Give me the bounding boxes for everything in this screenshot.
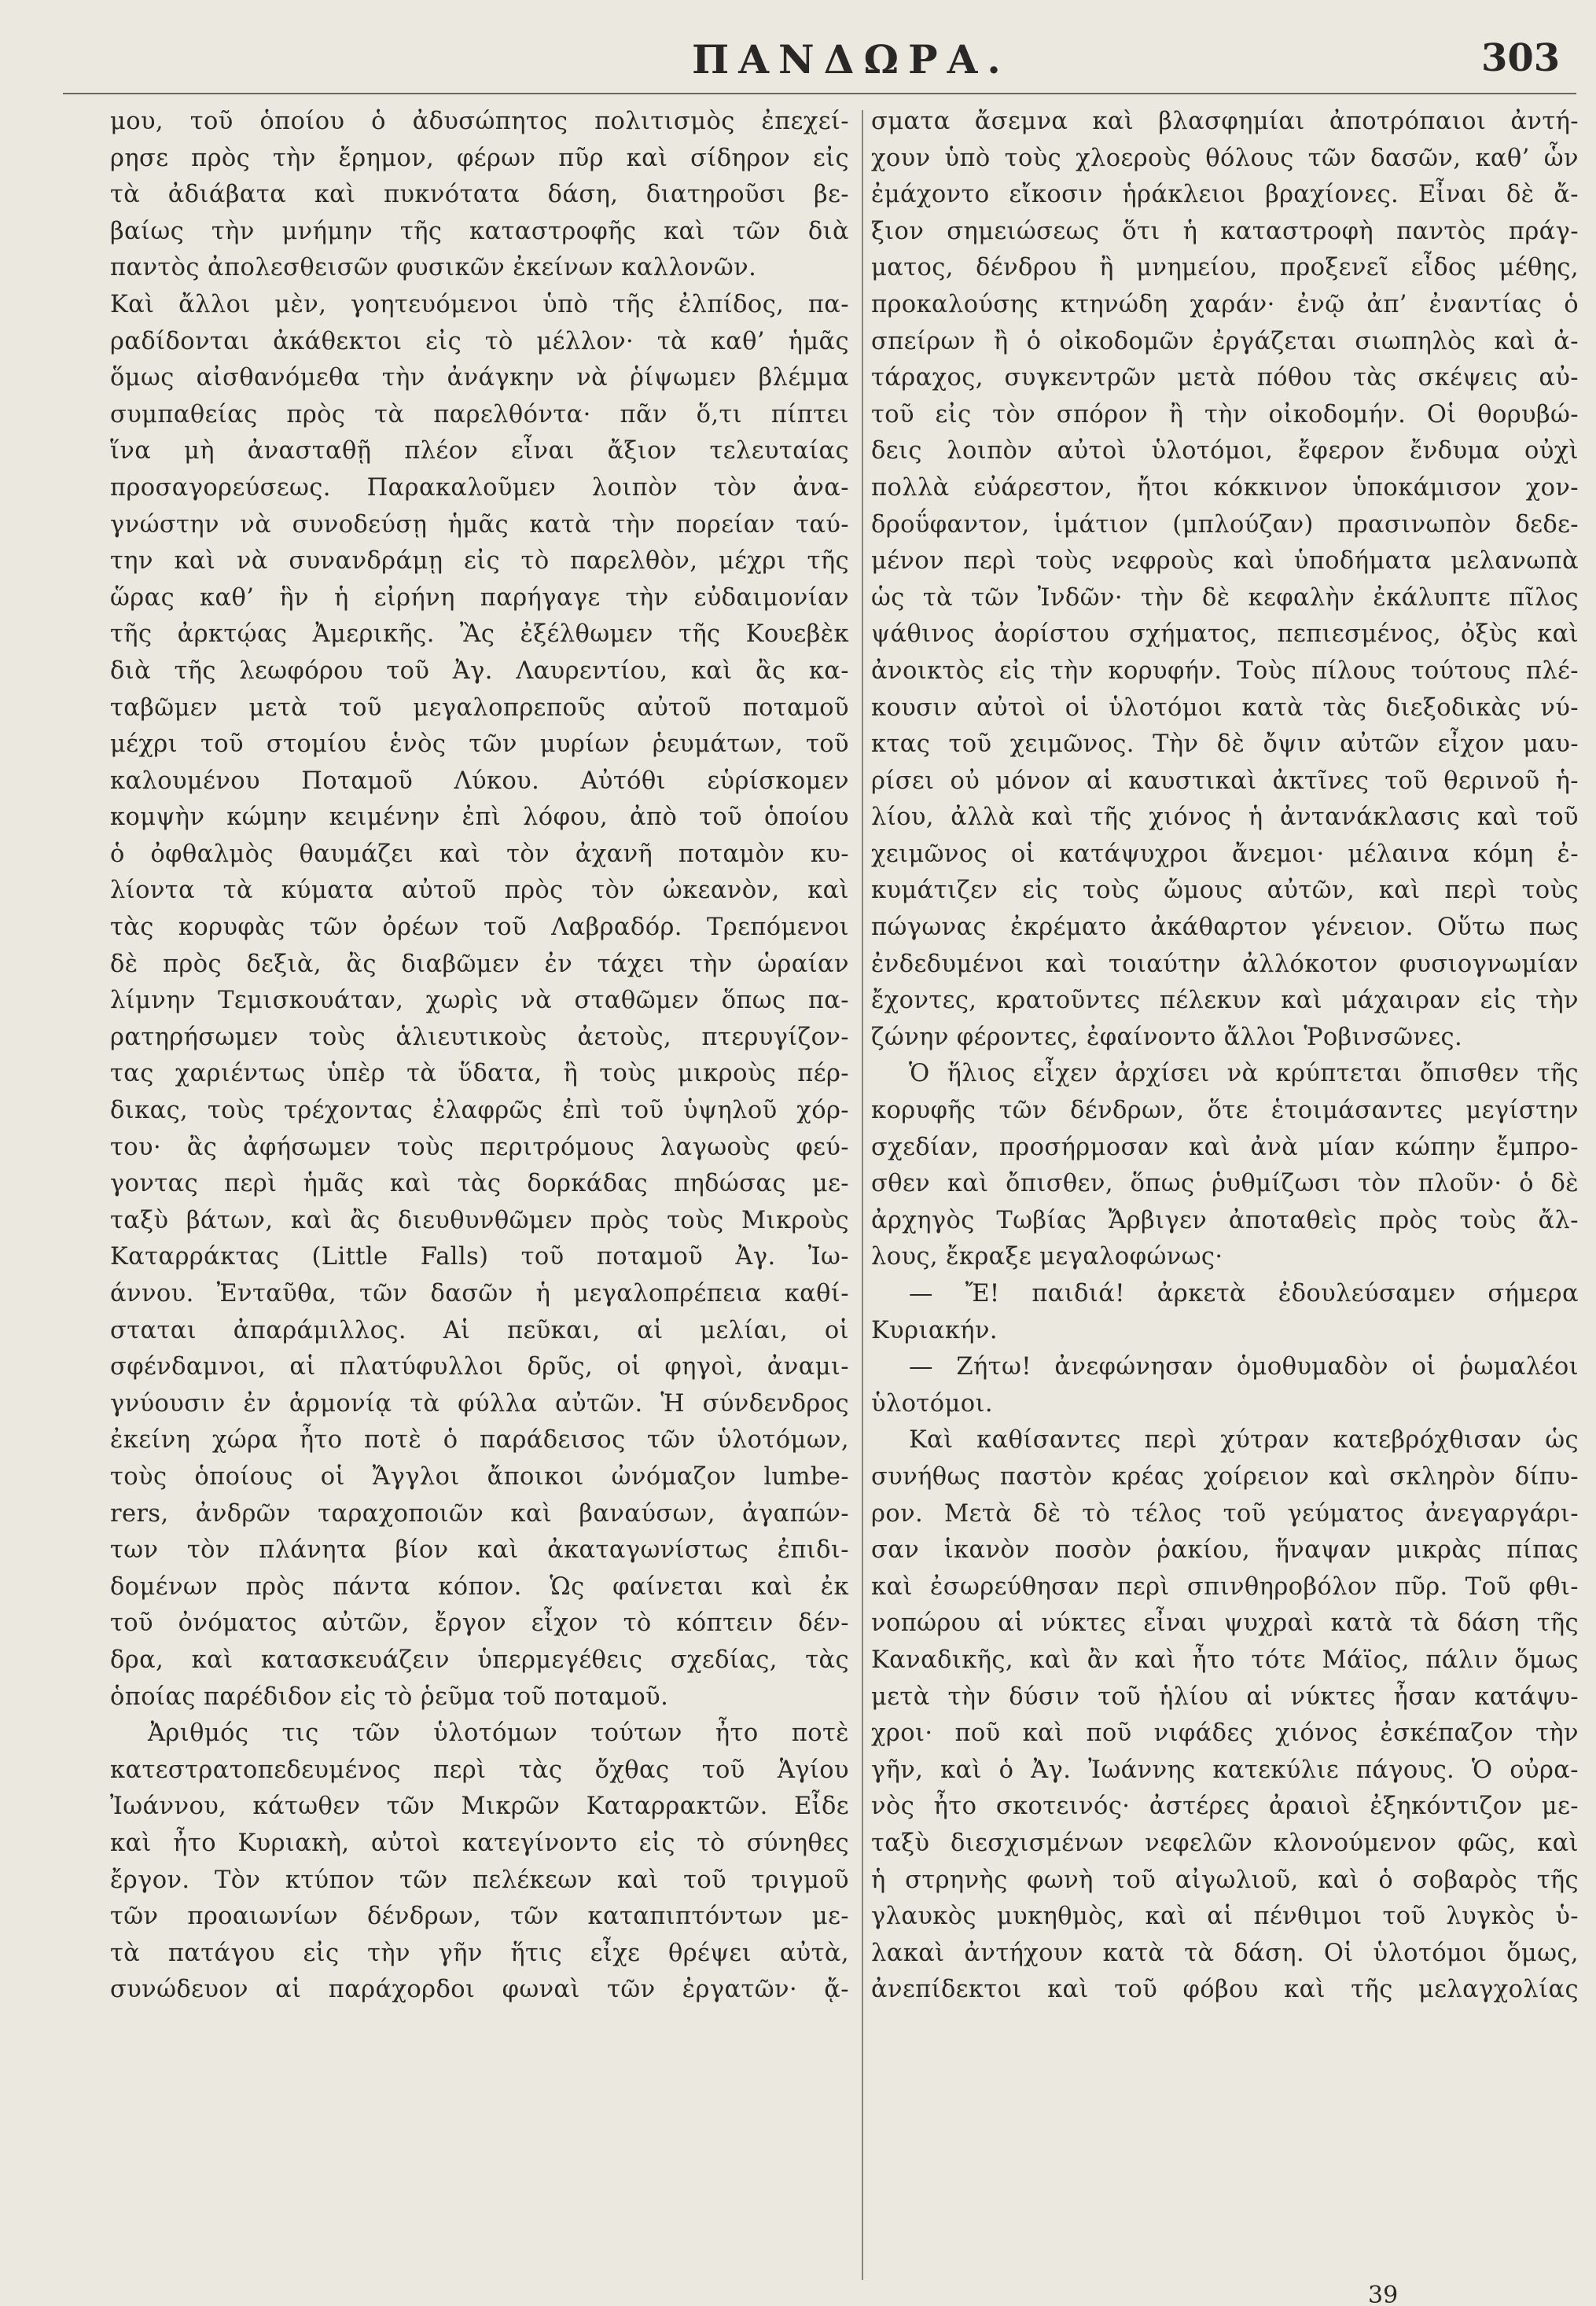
left-column-text-line: δὲ πρὸς δεξιὰ, ἂς διαβῶμεν ἐν τάχει τὴν ὡραίαν <box>110 950 849 978</box>
right-column-text-line: ξιον σημειώσεως ὅτι ἡ καταστροφὴ παντὸς πράγ- <box>871 217 1579 245</box>
right-column-text-line: κτας τοῦ χειμῶνος. Τὴν δὲ ὄψιν αὐτῶν εἶχον μαυ- <box>871 730 1579 759</box>
left-column-text-line: δομένων πρὸς πάντα κόπον. Ὡς φαίνεται καὶ ἐκ <box>110 1572 849 1601</box>
right-column <box>871 104 1579 2289</box>
right-column-text-line: ἐμάχοντο εἴκοσιν ἡράκλειοι βραχίονες. Εἶναι δὲ ἄ- <box>871 181 1579 209</box>
right-column-text-line: ταξὺ διεσχισμένων νεφελῶν κλονούμενον φῶς, καὶ <box>871 1829 1579 1857</box>
right-column-text-line: ἡ στρηνὴς φωνὴ τοῦ αἰγωλιοῦ, καὶ ὁ σοβαρὸς τῆς <box>871 1866 1579 1894</box>
right-column-text-line: μετὰ τὴν δύσιν τοῦ ἡλίου αἱ νύκτες ἦσαν κατάψυ- <box>871 1683 1579 1711</box>
left-column-text-line: παντὸς ἀπολεσθεισῶν φυσικῶν ἐκείνων καλλονῶν. <box>110 254 757 282</box>
right-column-text-line: τοῦ εἰς τὸν σπόρον ἢ τὴν οἰκοδομήν. Οἱ θορυβώ- <box>871 400 1579 428</box>
right-column-text-line: ἐνδεδυμένοι καὶ τοιαύτην ἀλλόκοτον φυσιογνωμίαν <box>871 950 1579 978</box>
left-column-text-line: Καὶ ἄλλοι μὲν, γοητευόμενοι ὑπὸ τῆς ἐλπίδος, πα- <box>110 290 849 318</box>
right-column-text-line: ρίσει οὐ μόνον αἱ καυστικαὶ ἀκτῖνες τοῦ θερινοῦ ἡ- <box>871 767 1579 795</box>
left-column-text-line: ὅμως αἰσθανόμεθα τὴν ἀνάγκην νὰ ῥίψωμεν βλέμμα <box>110 364 849 392</box>
page-number: 303 <box>1481 36 1561 80</box>
left-column-text-line: ρατηρήσωμεν τοὺς ἁλιευτικοὺς ἀετοὺς, πτερυγίζον- <box>110 1023 849 1051</box>
right-column-text-line: χροι· ποῦ καὶ ποῦ νιφάδες χιόνος ἐσκέπαζον τὴν <box>871 1719 1579 1748</box>
left-column-text-line: ταβῶμεν μετὰ τοῦ μεγαλοπρεποῦς αὐτοῦ ποταμοῦ <box>110 693 849 722</box>
left-column-text-line: προσαγορεύσεως. Παρακαλοῦμεν λοιπὸν τὸν ἀνα- <box>110 473 849 502</box>
right-column-text-line: ἀρχηγὸς Τωβίας Ἄρβιγεν ἀποταθεὶς πρὸς τοὺς ἄλ- <box>871 1206 1579 1234</box>
left-column-text-line: δικας, τοὺς τρέχοντας ἐλαφρῶς ἐπὶ τοῦ ὑψηλοῦ χόρ- <box>110 1097 849 1125</box>
right-column-text-line: — Ζήτω! ἀνεφώνησαν ὁμοθυμαδὸν οἱ ῥωμαλέοι <box>909 1353 1579 1381</box>
left-column-text-line: τοὺς ὁποίους οἱ Ἄγγλοι ἄποικοι ὠνόμαζον lumbe- <box>110 1462 849 1491</box>
left-column-text-line: ρησε πρὸς τὴν ἔρημον, φέρων πῦρ καὶ σίδηρον εἰς <box>110 144 849 172</box>
right-column-text-line: λίου, ἀλλὰ καὶ τῆς χιόνος ἡ ἀντανάκλασις καὶ τοῦ <box>871 804 1579 832</box>
right-column-text-line: κυμάτιζεν εἰς τοὺς ὤμους αὐτῶν, καὶ περὶ τοὺς <box>871 877 1579 905</box>
left-column-text-line: Ἀριθμός τις τῶν ὑλοτόμων τούτων ἦτο ποτὲ <box>148 1719 849 1748</box>
left-column-text-line: κατεστρατοπεδευμένος περὶ τὰς ὄχθας τοῦ Ἁγίου <box>110 1756 849 1784</box>
left-column-text-line: τας χαριέντως ὑπὲρ τὰ ὕδατα, ἢ τοὺς μικροὺς πέρ- <box>110 1060 849 1088</box>
left-column-text-line: μέχρι τοῦ στομίου ἑνὸς τῶν μυρίων ῥευμάτων, τοῦ <box>110 730 849 759</box>
left-column-text-line: Ἰωάννου, κάτωθεν τῶν Μικρῶν Καταρρακτῶν. Εἶδε <box>110 1793 849 1821</box>
right-column-text-line: γλαυκὸς μυκηθμὸς, καὶ αἱ πένθιμοι τοῦ λυγκὸς ὑ- <box>871 1903 1579 1931</box>
left-column-text-line: ὁ ὀφθαλμὸς θαυμάζει καὶ τὸν ἀχανῆ ποταμὸν κυ- <box>110 840 849 868</box>
right-column-text-line: ἀνοικτὸς εἰς τὴν κορυφήν. Τοὺς πίλους τούτους πλέ- <box>871 656 1579 685</box>
left-column-text-line: τὰ ἀδιάβατα καὶ πυκνότατα δάση, διατηροῦσι βε- <box>110 181 849 209</box>
left-column-text-line: γνύουσιν ἐν ἁρμονίᾳ τὰ φύλλα αὐτῶν. Ἡ σύνδενδρος <box>110 1389 849 1418</box>
left-column-text-line: λίοντα τὰ κύματα αὐτοῦ πρὸς τὸν ὠκεανὸν, καὶ <box>110 877 849 905</box>
left-column-text-line: τὰς κορυφὰς τῶν ὀρέων τοῦ Λαβραδόρ. Τρεπόμενοι <box>110 914 849 942</box>
left-column-text-line: την καὶ νὰ συνανδράμῃ εἰς τὸ παρελθὸν, μέχρι τῆς <box>110 547 849 576</box>
left-column-text-line: τῶν προαιωνίων δένδρων, τῶν καταπιπτόντων με- <box>110 1903 849 1931</box>
right-column-text-line: σχεδίαν, προσήρμοσαν καὶ ἀνὰ μίαν κώπην ἔμπρο- <box>871 1133 1579 1161</box>
right-column-text-line: σπείρων ἢ ὁ οἰκοδομῶν ἐργάζεται σιωπηλὸς καὶ ἀ- <box>871 327 1579 355</box>
left-column-text-line: Καταρράκτας (Little Falls) τοῦ ποταμοῦ Ἀγ. Ἰω- <box>110 1243 849 1271</box>
left-column-text-line: καλουμένου Ποταμοῦ Λύκου. Αὐτόθι εὑρίσκομεν <box>110 767 849 795</box>
right-column-text-line: ὡς τὰ τῶν Ἰνδῶν· τὴν δὲ κεφαλὴν ἐκάλυπτε πῖλος <box>871 583 1579 612</box>
right-column-text-line: σαν ἱκανὸν ποσὸν ῥακίου, ἥναψαν μικρὰς πίπας <box>871 1536 1579 1565</box>
left-column-text-line: τῆς ἀρκτῴας Ἀμερικῆς. Ἂς ἐξέλθωμεν τῆς Κουεβὲκ <box>110 620 849 649</box>
running-head <box>0 36 1596 91</box>
left-column-text-line: ὁποίας παρέδιδον εἰς τὸ ῥεῦμα τοῦ ποταμοῦ. <box>110 1683 669 1711</box>
right-column-text-line: τάραχος, συγκεντρῶν μετὰ πόθου τὰς σκέψεις αὐ- <box>871 364 1579 392</box>
right-column-text-line: συνήθως παστὸν κρέας χοίρειον καὶ σκληρὸν δίπυ- <box>871 1462 1579 1491</box>
right-column-text-line: πώγωνας ἐκρέματο ἀκάθαρτον γένειον. Οὕτω πως <box>871 914 1579 942</box>
left-column-text-line: γοντας περὶ ἡμᾶς καὶ τὰς δορκάδας πηδώσας με- <box>110 1170 849 1198</box>
right-column-text-line: λους, ἔκραξε μεγαλοφώνως· <box>871 1243 1223 1271</box>
right-column-text-line: σθεν καὶ ὄπισθεν, ὅπως ῥυθμίζωσι τὸν πλοῦν· ὁ δὲ <box>871 1170 1579 1198</box>
right-column-text-line: χουν ὑπὸ τοὺς χλοεροὺς θόλους τῶν δασῶν, καθ’ ὧν <box>871 144 1579 172</box>
right-column-text-line: Κυριακήν. <box>871 1316 998 1344</box>
left-column-text-line: σφένδαμνοι, αἱ πλατύφυλλοι δρῦς, οἱ φηγοὶ, ἀναμι- <box>110 1353 849 1381</box>
left-column-text-line: rers, ἀνδρῶν ταραχοποιῶν καὶ βαναύσων, ἀγαπών- <box>110 1499 849 1528</box>
right-column-text-line: ματος, δένδρου ἢ μνημείου, προξενεῖ εἶδος μέθης, <box>871 254 1579 282</box>
right-column-text-line: ψάθινος ἀορίστου σχήματος, πεπιεσμένος, ὀξὺς καὶ <box>871 620 1579 649</box>
left-column-text-line: συνώδευον αἱ παράχορδοι φωναὶ τῶν ἐργατῶν· ᾄ- <box>110 1976 849 2004</box>
left-column-text-line: δρα, καὶ κατασκευάζειν ὑπερμεγέθεις σχεδίας, τὰς <box>110 1646 849 1674</box>
left-column-text-line: τὰ πατάγου εἰς τὴν γῆν ἥτις εἶχε θρέψει αὐτὰ, <box>110 1939 849 1967</box>
left-column-text-line: συμπαθείας πρὸς τὰ παρελθόντα· πᾶν ὅ,τι πίπτει <box>110 400 849 428</box>
left-column-text-line: ἔργον. Τὸν κτύπον τῶν πελέκεων καὶ τοῦ τριγμοῦ <box>110 1866 849 1894</box>
left-column-text-line: ἵνα μὴ ἀνασταθῇ πλέον εἶναι ἄξιον τελευταίας <box>110 437 849 465</box>
right-column-text-line: — Ἔ! παιδιά! ἀρκετὰ ἐδουλεύσαμεν σήμερα <box>909 1280 1579 1307</box>
right-column-text-line: μένον περὶ τοὺς νεφροὺς καὶ ὑποδήματα μελανωπὰ <box>871 547 1579 576</box>
left-column-text-line: των τὸν πλάνητα βίον καὶ ἀκαταγωνίστως ἐπιδι- <box>110 1536 849 1565</box>
right-column-text-line: ρον. Μετὰ δὲ τὸ τέλος τοῦ γεύματος ἀνεγαργάρι- <box>871 1499 1579 1528</box>
right-column-text-line: ὑλοτόμοι. <box>871 1389 993 1418</box>
left-column-text-line: του· ἂς ἀφήσωμεν τοὺς περιτρόμους λαγωοὺς φεύ- <box>110 1133 849 1161</box>
right-column-text-line: Καὶ καθίσαντες περὶ χύτραν κατεβρόχθισαν ὡς <box>909 1426 1579 1455</box>
right-column-text-line: χειμῶνος οἱ κατάψυχροι ἄνεμοι· μέλαινα κόμη ἐ- <box>871 840 1579 868</box>
left-column-text-line: ὥρας καθ’ ἣν ἡ εἰρήνη παρήγαγε τὴν εὐδαιμονίαν <box>110 583 849 612</box>
left-column <box>110 104 849 2289</box>
right-column-text-line: δροΰφαντον, ἱμάτιον (μπλούζαν) πρασινωπὸν δεδε- <box>871 510 1579 539</box>
right-column-text-line: πολλὰ εὐάρεστον, ἤτοι κόκκινον ὑποκάμισον χον- <box>871 473 1579 502</box>
right-column-text-line: Ὁ ἥλιος εἶχεν ἀρχίσει νὰ κρύπτεται ὄπισθεν τῆς <box>909 1060 1579 1088</box>
right-column-text-line: κορυφῆς τῶν δένδρων, ὅτε ἑτοιμάσαντες μεγίστην <box>871 1097 1579 1125</box>
left-column-text-line: τοῦ ὀνόματος αὐτῶν, ἔργον εἶχον τὸ κόπτειν δέν- <box>110 1609 849 1638</box>
column-divider <box>862 110 863 2280</box>
right-column-text-line: προκαλούσης κτηνώδη χαράν· ἐνῷ ἀπ’ ἐναντίας ὁ <box>871 290 1579 318</box>
signature-mark: 39 <box>1368 2282 1399 2306</box>
journal-title: ΠΑΝΔΩΡΑ. <box>692 36 1010 83</box>
right-column-text-line: δεις λοιπὸν αὐτοὶ ὑλοτόμοι, ἔφερον ἔνδυμα οὐχὶ <box>871 437 1579 465</box>
left-column-text-line: μου, τοῦ ὁποίου ὁ ἀδυσώπητος πολιτισμὸς ἐπεχεί- <box>110 108 849 135</box>
right-column-text-line: Καναδικῆς, καὶ ἂν καὶ ἦτο τότε Μάϊος, πάλιν ὅμως <box>871 1646 1579 1674</box>
right-column-text-line: σματα ἄσεμνα καὶ βλασφημίαι ἀποτρόπαιοι ἀντή- <box>871 108 1579 135</box>
left-column-text-line: κομψὴν κώμην κειμένην ἐπὶ λόφου, ἀπὸ τοῦ ὁποίου <box>110 804 849 832</box>
left-column-text-line: λίμνην Τεμισκουάταν, χωρὶς νὰ σταθῶμεν ὅπως πα- <box>110 987 849 1015</box>
left-column-text-line: βαίως τὴν μνήμην τῆς καταστροφῆς καὶ τῶν διὰ <box>110 217 849 245</box>
right-column-text-line: νοπώρου αἱ νύκτες εἶναι ψυχραὶ κατὰ τὰ δάση τῆς <box>871 1609 1579 1638</box>
right-column-text-line: ἔχοντες, κρατοῦντες πέλεκυν καὶ μάχαιραν εἰς τὴν <box>871 987 1579 1015</box>
left-column-text-line: άννου. Ἐνταῦθα, τῶν δασῶν ἡ μεγαλοπρέπεια καθί- <box>110 1280 849 1307</box>
left-column-text-line: διὰ τῆς λεωφόρου τοῦ Ἀγ. Λαυρεντίου, καὶ ἂς κα- <box>110 656 849 685</box>
right-column-text-line: ἀνεπίδεκτοι καὶ τοῦ φόβου καὶ τῆς μελαγχολίας <box>871 1976 1579 2004</box>
right-column-text-line: λακαὶ ἀντήχουν κατὰ τὰ δάση. Οἱ ὑλοτόμοι ὅμως, <box>871 1939 1579 1967</box>
left-column-text-line: ἐκείνη χώρα ἦτο ποτὲ ὁ παράδεισος τῶν ὑλοτόμων, <box>110 1426 849 1455</box>
right-column-text-line: κουσιν αὐτοὶ οἱ ὑλοτόμοι κατὰ τὰς διεξοδικὰς νύ- <box>871 693 1579 722</box>
left-column-text-line: καὶ ἦτο Κυριακὴ, αὐτοὶ κατεγίνοντο εἰς τὸ σύνηθες <box>110 1829 849 1857</box>
left-column-text-line: σταται ἀπαράμιλλος. Αἱ πεῦκαι, αἱ μελίαι, οἱ <box>110 1316 849 1344</box>
left-column-text-line: ταξὺ βάτων, καὶ ἂς διευθυνθῶμεν πρὸς τοὺς Μικροὺς <box>110 1206 849 1234</box>
right-column-text-line: νὸς ἦτο σκοτεινός· ἀστέρες ἀραιοὶ ἐξηκόντιζον με- <box>871 1793 1579 1821</box>
left-column-text-line: ραδίδονται ἀκάθεκτοι εἰς τὸ μέλλον· τὰ καθ’ ἡμᾶς <box>110 327 849 355</box>
right-column-text-line: γῆν, καὶ ὁ Ἀγ. Ἰωάννης κατεκύλιε πάγους. Ὁ οὐρα- <box>871 1756 1579 1784</box>
right-column-text-line: καὶ ἐσωρεύθησαν περὶ σπινθηροβόλον πῦρ. Τοῦ φθι- <box>871 1572 1579 1601</box>
left-column-text-line: γνώστην νὰ συνοδεύσῃ ἡμᾶς κατὰ τὴν πορείαν ταύ- <box>110 510 849 539</box>
right-column-text-line: ζώνην φέροντες, ἐφαίνοντο ἄλλοι Ῥοβινσῶνες. <box>871 1023 1463 1051</box>
header-rule <box>63 93 1576 94</box>
